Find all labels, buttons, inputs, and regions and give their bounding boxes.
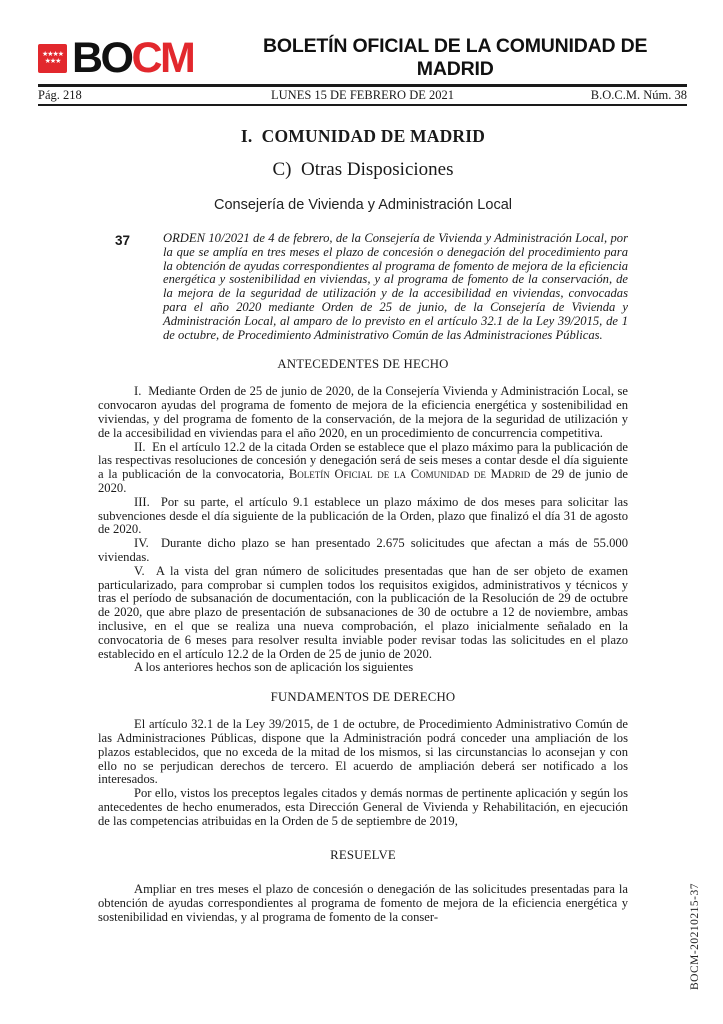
flag-stars-row1: ★★★★ xyxy=(41,50,64,58)
meta-rule xyxy=(38,104,687,106)
page-number-label: Pág. 218 xyxy=(38,88,82,102)
document-reference-code: BOCM-20210215-37 xyxy=(689,882,701,990)
antecedentes-paragraph-5: V. A la vista del gran número de solicitudes presentadas que han de ser objeto de examen particularizado, para comprobar si cumplen todos los requisitos exigidos, administrativos y técnicos y tras el período de subsanación de documentación, con la publicación de la Resolución de 29 de octubre de 2020, que abre plazo de presentación de subsanaciones de 30 de octubre a 12 de noviembre, ambas inclusive, en el que se realiza una nueva comprobación, el plazo inicialmente señalado en la convocatoria de 6 meses para resolver resulta inviable poder revisar todas las solicitudes en el plazo establecido en el artículo 12.2 de la Orden de 25 de junio de 2020. xyxy=(98,563,628,661)
antecedentes-paragraph-3: III. Por su parte, el artículo 9.1 establece un plazo máximo de dos meses para solicitar las subvenciones desde el día siguiente de la publicación de la Orden, plazo que finalizó el día 31 de agosto de 2020. xyxy=(98,494,628,537)
fundamentos-paragraph-2: Por ello, vistos los preceptos legales citados y demás normas de pertinente aplicación y según los antecedentes de hecho enumerados, esta Dirección General de Vivienda y Rehabilitación, en ejecución de las competencias atribuidas en la Orden de 5 de septiembre de 2019, xyxy=(98,786,628,828)
issue-number: B.O.C.M. Núm. 38 xyxy=(590,88,687,102)
order-summary: ORDEN 10/2021 de 4 de febrero, de la Consejería de Vivienda y Administración Local, por la que se amplía en tres meses el plazo de concesión o denegación del procedimiento para la obtención de ayudas correspondientes al programa de fomento de mejora de la eficiencia energética y sostenibilidad en viviendas, y al programa de fomento de la conservación, de la mejora de la seguridad de utilización y de la accesibilidad en viviendas, convocadas para el año 2020 mediante Orden de 25 de junio, de la Consejería de Vivienda y Administración Local, al amparo de lo previsto en el artículo 32.1 de la Ley 39/2015, de 1 de octubre, de Procedimiento Administrativo Común de las Administraciones Públicas. xyxy=(163,231,628,342)
antecedentes-paragraph-4: IV. Durante dicho plazo se han presentado 2.675 solicitudes que afectan a más de 55.000 viviendas. xyxy=(98,536,628,564)
issue-date: LUNES 15 DE FEBRERO DE 2021 xyxy=(271,88,454,102)
section-heading: I. COMUNIDAD DE MADRID xyxy=(240,126,486,146)
antecedentes-paragraph-1: I. Mediante Orden de 25 de junio de 2020, de la Consejería Vivienda y Administración Local, se convocaron ayudas del programa de fomento de mejora de la eficiencia energética y sostenibilidad en viviendas, y del programa de fomento de la conservación, de la mejora de la seguridad de utilización y de la accesibilidad en viviendas para el año 2020, en un procedimiento de concurrencia competitiva. xyxy=(98,384,628,440)
gazette-name-smallcaps: Boletín Oficial de la Comunidad de Madrid xyxy=(288,467,531,482)
antecedentes-heading: ANTECEDENTES DE HECHO xyxy=(277,357,449,372)
meta-row xyxy=(38,88,687,103)
masthead xyxy=(38,33,687,82)
document-body xyxy=(98,112,628,925)
antecedentes-paragraph-2-text: II. En el artículo 12.2 de la citada Orden se establece que el plazo máximo para la publicación de las respectivas resoluciones de concesión y denegación será de seis meses a contar desde el día siguiente a la publicación de la convocatoria, xyxy=(98,439,628,482)
resuelve-paragraph-1: Ampliar en tres meses el plazo de concesión o denegación de las solicitudes presentadas para la obtención de ayudas correspondientes al programa de fomento de mejora de la eficiencia energética y sostenibilidad en viviendas, y al programa de fomento de la conser- xyxy=(98,882,628,925)
order-number: 37 xyxy=(115,233,131,248)
subsection-heading: C) Otras Disposiciones xyxy=(272,159,454,180)
antecedentes-paragraph-2-tail: de 29 de junio de 2020. xyxy=(98,467,628,495)
gazette-title: BOLETÍN OFICIAL DE LA COMUNIDAD DE MADRID xyxy=(263,35,648,80)
madrid-flag-icon xyxy=(38,44,67,73)
antecedentes-paragraph-2 xyxy=(98,441,628,496)
bocm-logo-text xyxy=(72,33,194,82)
logo-bo: BO xyxy=(72,33,132,82)
resuelve-heading: RESUELVE xyxy=(330,848,396,863)
fundamentos-heading: FUNDAMENTOS DE DERECHO xyxy=(270,690,456,705)
masthead-rule xyxy=(38,84,687,87)
antecedentes-closing: A los anteriores hechos son de aplicación los siguientes xyxy=(134,660,414,675)
fundamentos-paragraph-1: El artículo 32.1 de la Ley 39/2015, de 1 de octubre, de Procedimiento Administrativo Común de las Administraciones Públicas, dispone que la Administración podrá conceder una ampliación de los plazos establecidos, que no exceda de la mitad de los mismos, si las circunstancias lo aconsejan y con ello no se perjudican derechos de tercero. El acuerdo de ampliación deberá ser notificado a los interesados. xyxy=(98,717,628,787)
bocm-logo xyxy=(38,33,194,82)
flag-stars-row2: ★★★ xyxy=(44,57,61,65)
department-heading: Consejería de Vivienda y Administración Local xyxy=(214,197,512,213)
order-block xyxy=(98,232,628,342)
logo-cm: CM xyxy=(131,33,194,82)
